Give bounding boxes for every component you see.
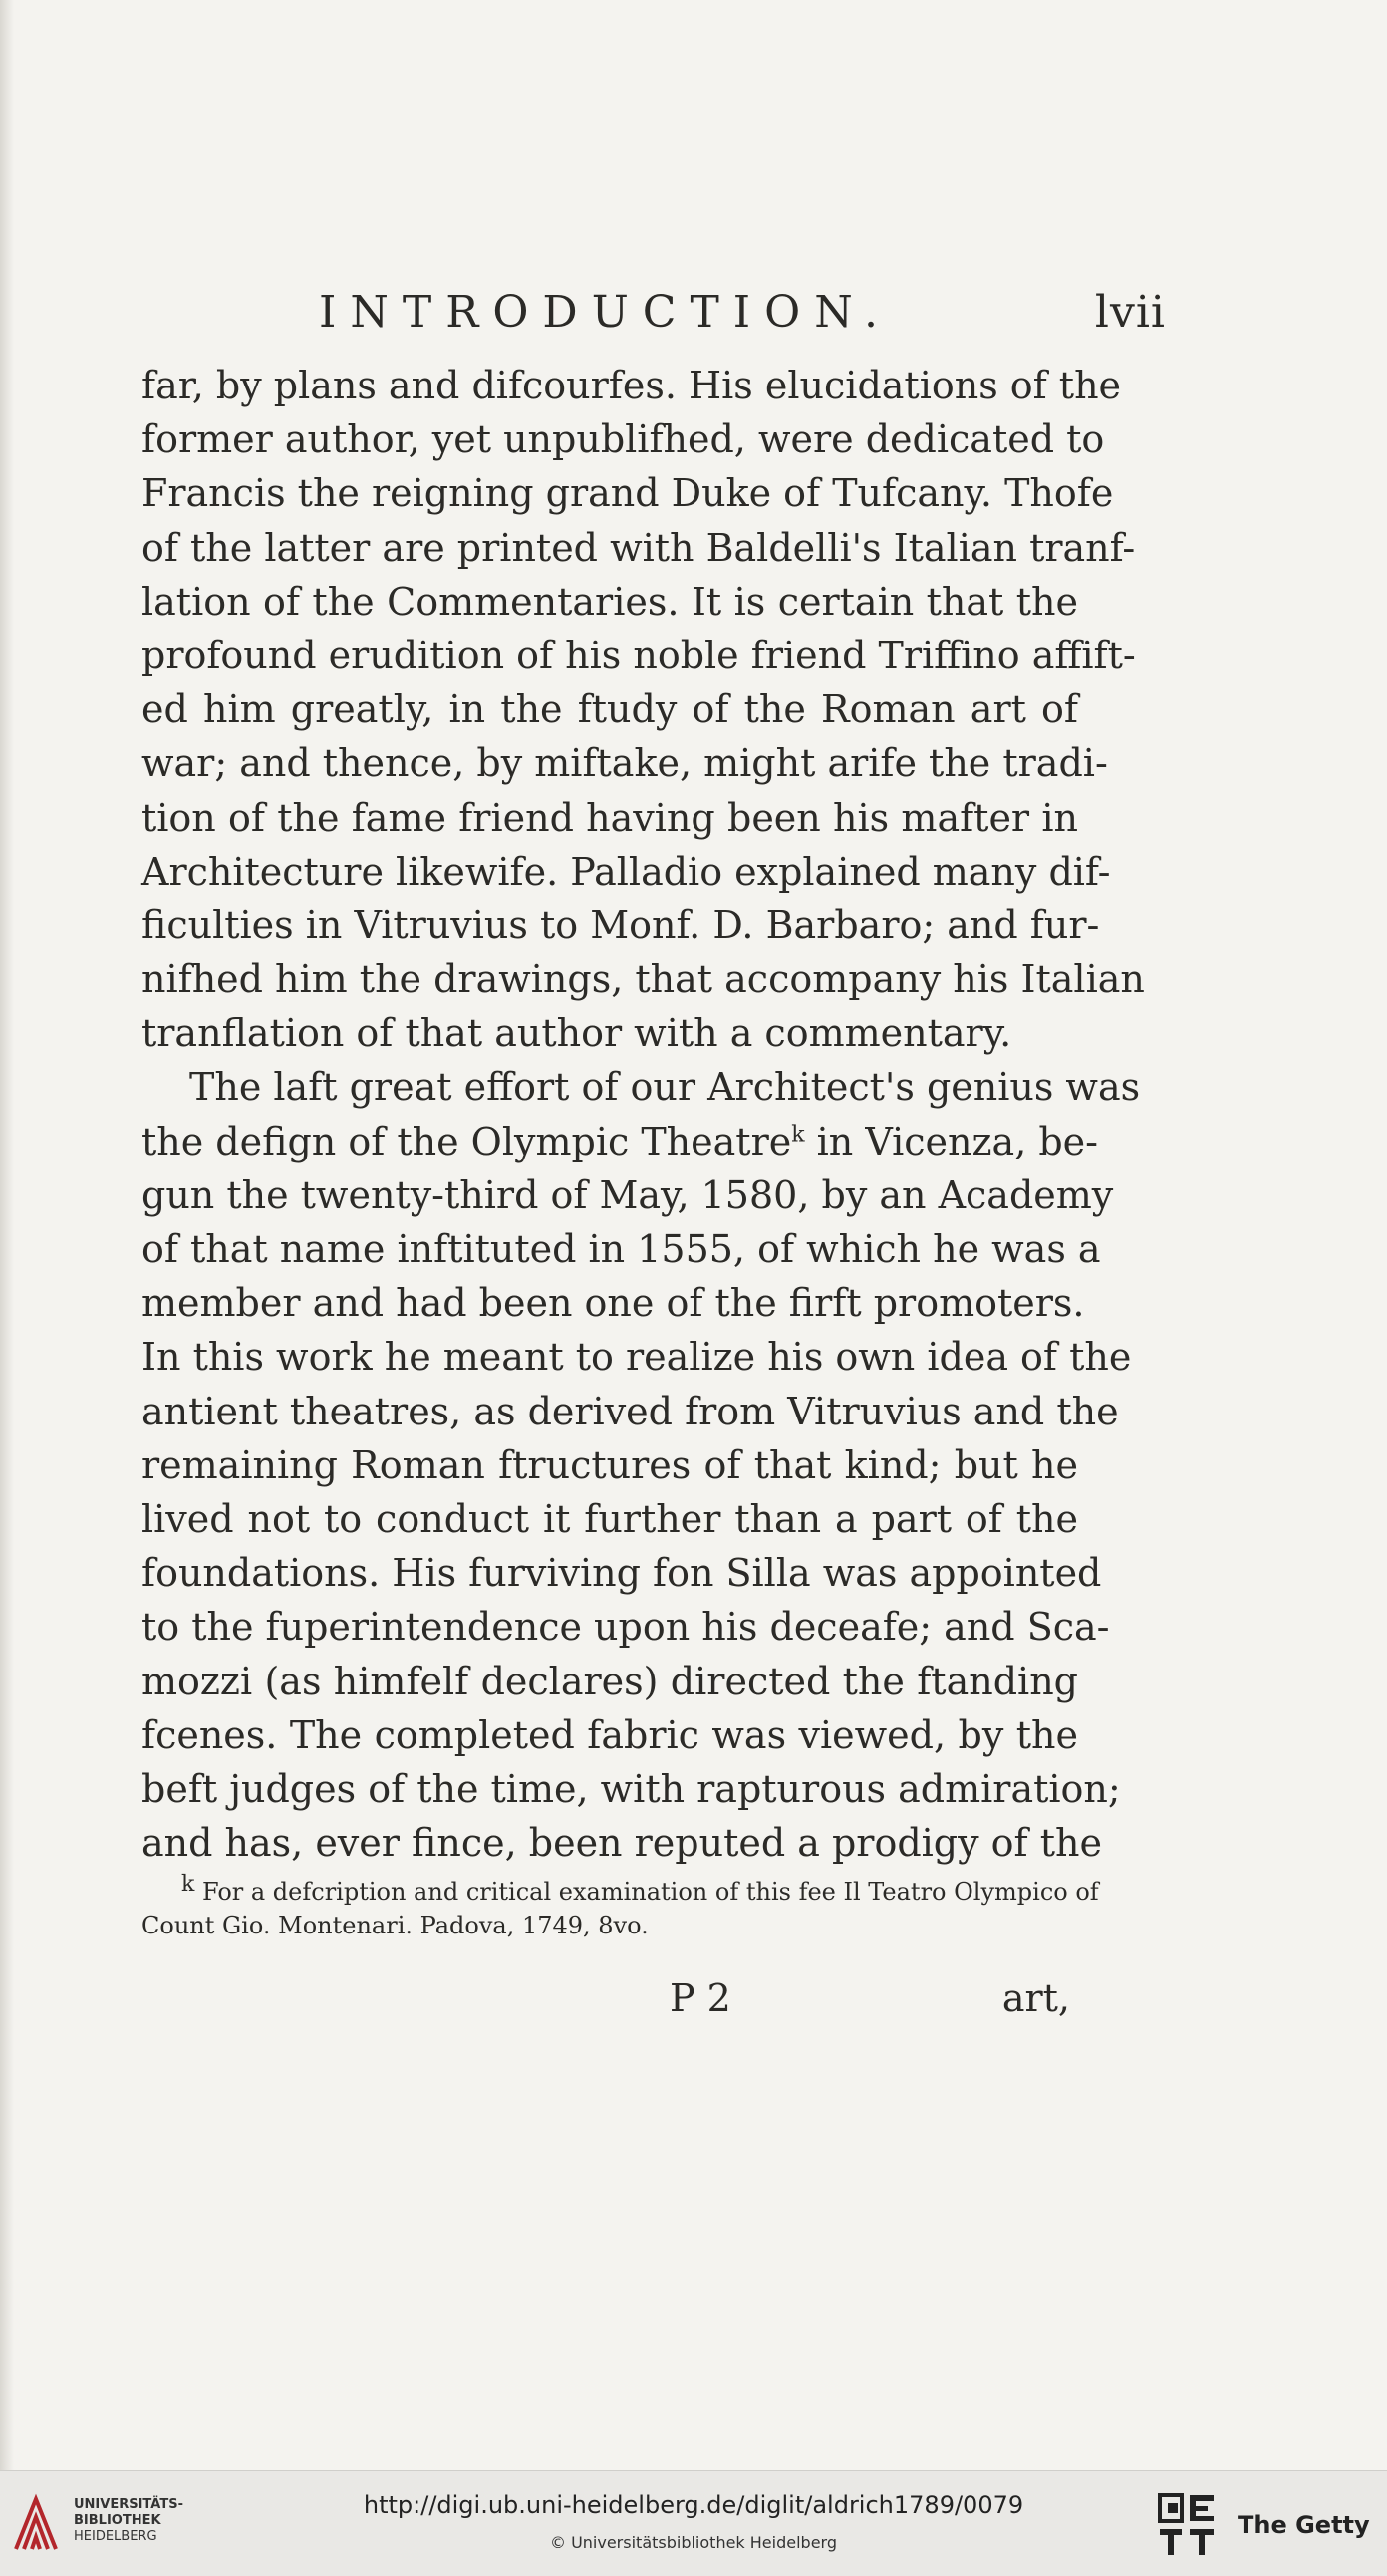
footnote-mark: k <box>181 1872 195 1897</box>
footnote-line: Count Gio. Montenari. Padova, 1749, 8vo. <box>141 1912 649 1939</box>
text-line: Francis the reigning grand Duke of Tufcany. Thofe <box>141 471 1114 516</box>
library-name-line: UNIVERSITÄTS- <box>74 2497 183 2512</box>
signature-mark: P 2 <box>670 1976 731 2020</box>
text-fragment: the defign of the Olympic Theatre <box>141 1119 792 1163</box>
getty-logo[interactable] <box>1158 2493 1370 2557</box>
text-line: profound erudition of his noble friend Triffino affift- <box>141 633 1136 677</box>
footnote-line <box>141 1872 1099 1909</box>
page-spine-shadow <box>0 0 14 2470</box>
text-line: mozzi (as himfelf declares) directed the ftanding <box>141 1659 1078 1703</box>
running-header <box>319 287 1166 347</box>
catchword: art, <box>1001 1976 1070 2020</box>
copyright-notice: © Universitätsbibliothek Heidelberg <box>549 2533 837 2552</box>
text-line: In this work he meant to realize his own idea of the <box>141 1335 1132 1380</box>
text-line: war; and thence, by miftake, might arife the tradi- <box>141 741 1108 786</box>
text-line: to the fuperintendence upon his deceafe; and Sca- <box>141 1605 1110 1650</box>
page-number: lvii <box>1094 287 1166 338</box>
text-line: tranflation of that author with a commentary. <box>141 1011 1012 1056</box>
library-name-line: HEIDELBERG <box>74 2529 157 2544</box>
catchline <box>141 1976 1078 2026</box>
footnote-text: For a defcription and critical examination of this fee Il Teatro Olympico of <box>194 1878 1099 1906</box>
footnote-reference[interactable]: k <box>791 1121 805 1147</box>
text-line: of that name inftituted in 1555, of which he was a <box>141 1227 1101 1271</box>
permalink-url[interactable]: http://digi.ub.uni-heidelberg.de/diglit/aldrich1789/0079 <box>363 2491 1024 2519</box>
header-title: INTRODUCTION. <box>319 287 892 338</box>
text-line: tion of the fame friend having been his mafter in <box>141 795 1078 840</box>
text-line: lation of the Commentaries. It is certain that the <box>141 579 1078 624</box>
text-line: of the latter are printed with Baldelli's Italian tranf- <box>141 525 1136 570</box>
text-line: ed him greatly, in the ftudy of the Roman art of <box>141 687 1078 732</box>
text-fragment: in Vicenza, be- <box>804 1119 1099 1163</box>
partner-name: The Getty <box>1238 2511 1370 2539</box>
text-line: lived not to conduct it further than a part of the <box>141 1496 1078 1541</box>
text-line: remaining Roman ftructures of that kind; but he <box>141 1442 1078 1487</box>
text-line: ficulties in Vitruvius to Monf. D. Barbaro; and fur- <box>141 902 1100 947</box>
text-line: gun the twenty-third of May, 1580, by an Academy <box>141 1172 1114 1217</box>
text-line: fcenes. The completed fabric was viewed, by the <box>141 1712 1078 1757</box>
text-line: member and had been one of the firft promoters. <box>141 1281 1085 1326</box>
text-line: beft judges of the time, with rapturous admiration; <box>141 1766 1121 1811</box>
library-name-line: BIBLIOTHEK <box>74 2513 161 2528</box>
text-line: The laft great effort of our Architect's genius was <box>189 1065 1141 1110</box>
text-line: antient theatres, as derived from Vitruvius and the <box>141 1389 1119 1433</box>
text-line: nifhed him the drawings, that accompany his Italian <box>141 957 1145 1002</box>
getty-logo-icon <box>1158 2493 1216 2557</box>
viewer-footer <box>0 2470 1387 2576</box>
text-line: former author, yet unpublifhed, were dedicated to <box>141 417 1105 462</box>
text-line: foundations. His furviving fon Silla was appointed <box>141 1551 1102 1596</box>
body-text <box>141 359 1145 1870</box>
text-line-with-note <box>141 1115 1099 1168</box>
text-line: and has, ever fince, been reputed a prodigy of the <box>141 1821 1102 1866</box>
footnote <box>141 1872 1099 1942</box>
text-line: Architecture likewife. Palladio explained many dif- <box>141 849 1111 894</box>
text-line: far, by plans and difcourfes. His elucidations of the <box>141 364 1122 407</box>
